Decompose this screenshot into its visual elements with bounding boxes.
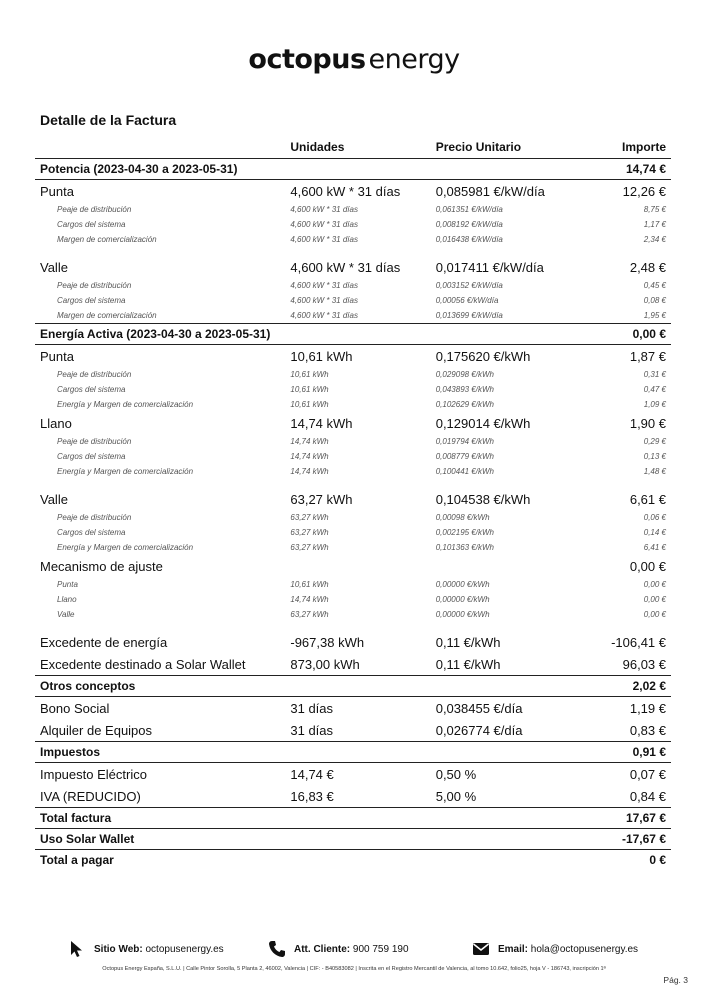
sub-item-row — [35, 434, 671, 449]
unit-price-cell — [431, 808, 606, 829]
units-cell — [285, 829, 430, 850]
sub-item-row — [35, 382, 671, 397]
line-item-row — [35, 763, 671, 786]
header-units: Unidades — [290, 140, 345, 154]
sub-item-row — [35, 397, 671, 412]
units-cell: 10,61 kWh — [290, 400, 329, 409]
units-cell — [285, 808, 430, 829]
concept-cell: Uso Solar Wallet — [35, 829, 285, 850]
amount-cell: 0,00 € — [629, 558, 666, 574]
sub-item-row — [35, 607, 671, 622]
line-item-row — [35, 785, 671, 808]
concept-cell: Energía Activa (2023-04-30 a 2023-05-31) — [35, 324, 285, 345]
concept-cell: Mecanismo de ajuste — [40, 558, 163, 574]
phone-icon — [268, 940, 286, 958]
amount-cell: 17,67 € — [606, 808, 671, 829]
units-cell — [285, 159, 430, 180]
email-value: hola@octopusenergy.es — [530, 943, 639, 955]
unit-price-cell — [431, 324, 606, 345]
logo-bold-text: octopus — [248, 44, 366, 75]
concept-cell: Peaje de distribución — [57, 437, 132, 446]
phone-value: 900 759 190 — [352, 943, 409, 955]
unit-price-cell: 0,002195 €/kWh — [435, 528, 494, 537]
invoice-detail-table — [35, 136, 671, 870]
unit-price-cell: 0,016438 €/kW/día — [435, 235, 503, 244]
concept-cell: Margen de comercialización — [57, 311, 157, 320]
amount-cell: 0,08 € — [643, 296, 666, 305]
concept-cell: Peaje de distribución — [57, 370, 132, 379]
concept-cell: Impuesto Eléctrico — [40, 766, 147, 782]
sub-item-row — [35, 510, 671, 525]
line-item-row — [35, 555, 671, 577]
unit-price-cell: 0,175620 €/kWh — [435, 348, 531, 364]
sub-item-row — [35, 278, 671, 293]
amount-cell: 0,91 € — [606, 742, 671, 763]
concept-cell: Punta — [57, 580, 78, 589]
amount-cell: 0,31 € — [643, 370, 666, 379]
header-amount: Importe — [621, 140, 666, 154]
section-row — [35, 159, 671, 180]
amount-cell: 0,29 € — [643, 437, 666, 446]
cursor-icon — [68, 940, 86, 958]
unit-price-cell: 0,129014 €/kWh — [435, 415, 531, 431]
unit-price-cell: 0,013699 €/kW/día — [435, 311, 503, 320]
line-item-row — [35, 345, 671, 368]
amount-cell: 0,84 € — [629, 788, 666, 804]
amount-cell: 6,41 € — [643, 543, 666, 552]
unit-price-cell — [431, 555, 606, 577]
header-concept — [35, 136, 285, 159]
concept-cell: Excedente de energía — [40, 634, 168, 650]
amount-cell: 0,83 € — [629, 722, 666, 738]
legal-notice: Octopus Energy España, S.L.U. | Calle Pintor Sorolla, 5 Planta 2, 46002, Valencia | CIF: - B40583082 | Inscrita en el Registro Mercantil de Valencia, al tomo 10.642, folio25, hoja V - 186743, inscripción 1ª — [102, 966, 606, 972]
phone-label: Att. Cliente: — [294, 943, 351, 955]
concept-cell: Margen de comercialización — [57, 235, 157, 244]
units-cell: 4,600 kW * 31 días — [290, 296, 358, 305]
units-cell: 4,600 kW * 31 días — [290, 281, 358, 290]
line-item-row — [35, 412, 671, 434]
amount-cell: 1,95 € — [643, 311, 666, 320]
units-cell: 4,600 kW * 31 días — [290, 259, 401, 275]
unit-price-cell: 0,00098 €/kWh — [435, 513, 490, 522]
amount-cell: 2,48 € — [629, 259, 666, 275]
unit-price-cell: 0,008192 €/kW/día — [435, 220, 503, 229]
amount-cell: 1,19 € — [629, 700, 666, 716]
section-row — [35, 742, 671, 763]
unit-price-cell: 0,00000 €/kWh — [435, 610, 490, 619]
units-cell: 4,600 kW * 31 días — [290, 311, 358, 320]
units-cell: 63,27 kWh — [290, 513, 329, 522]
sub-item-row — [35, 592, 671, 607]
concept-cell: Potencia (2023-04-30 a 2023-05-31) — [35, 159, 285, 180]
amount-cell: 0,00 € — [643, 580, 666, 589]
sub-item-row — [35, 293, 671, 308]
sub-item-row — [35, 217, 671, 232]
concept-cell: Peaje de distribución — [57, 281, 132, 290]
amount-cell: 1,87 € — [629, 348, 666, 364]
amount-cell: 0,07 € — [629, 766, 666, 782]
amount-cell: -106,41 € — [611, 634, 666, 650]
units-cell: 14,74 € — [290, 766, 334, 782]
units-cell: 4,600 kW * 31 días — [290, 205, 358, 214]
concept-cell: Excedente destinado a Solar Wallet — [40, 656, 246, 672]
amount-cell: 14,74 € — [606, 159, 671, 180]
sub-item-row — [35, 540, 671, 555]
amount-cell: 0,47 € — [643, 385, 666, 394]
unit-price-cell — [431, 159, 606, 180]
amount-cell: 1,90 € — [629, 415, 666, 431]
unit-price-cell — [431, 676, 606, 697]
sub-item-row — [35, 577, 671, 592]
line-item-row — [35, 653, 671, 676]
concept-cell: Total a pagar — [35, 850, 285, 871]
unit-price-cell: 0,043893 €/kWh — [435, 385, 494, 394]
concept-cell: Otros conceptos — [35, 676, 285, 697]
unit-price-cell: 0,026774 €/día — [435, 722, 523, 738]
unit-price-cell: 0,085981 €/kW/día — [435, 183, 545, 199]
sub-item-row — [35, 464, 671, 479]
concept-cell: Cargos del sistema — [57, 296, 126, 305]
line-item-row — [35, 180, 671, 203]
concept-cell: Cargos del sistema — [57, 385, 126, 394]
unit-price-cell: 0,50 % — [435, 766, 477, 782]
total-row — [35, 808, 671, 829]
units-cell: 10,61 kWh — [290, 580, 329, 589]
units-cell — [285, 742, 430, 763]
unit-price-cell: 0,102629 €/kWh — [435, 400, 494, 409]
concept-cell: Peaje de distribución — [57, 205, 132, 214]
sub-item-row — [35, 367, 671, 382]
concept-cell: Peaje de distribución — [57, 513, 132, 522]
concept-cell: Bono Social — [40, 700, 110, 716]
units-cell: 4,600 kW * 31 días — [290, 220, 358, 229]
concept-cell: Alquiler de Equipos — [40, 722, 153, 738]
units-cell: 31 días — [290, 722, 334, 738]
units-cell: 10,61 kWh — [290, 370, 329, 379]
page-title: Detalle de la Factura — [40, 112, 177, 128]
concept-cell: Energía y Margen de comercialización — [57, 400, 194, 409]
units-cell: 4,600 kW * 31 días — [290, 183, 401, 199]
amount-cell: 0 € — [606, 850, 671, 871]
units-cell: 10,61 kWh — [290, 385, 329, 394]
line-item-row — [35, 256, 671, 278]
spacer-cell — [35, 622, 671, 631]
amount-cell: 0,00 € — [643, 610, 666, 619]
units-cell: 63,27 kWh — [290, 610, 329, 619]
units-cell: 14,74 kWh — [290, 595, 329, 604]
unit-price-cell — [431, 829, 606, 850]
units-cell: 10,61 kWh — [290, 348, 353, 364]
sub-item-row — [35, 232, 671, 247]
website-value: octopusenergy.es — [145, 943, 224, 955]
unit-price-cell: 0,003152 €/kW/día — [435, 281, 503, 290]
concept-cell: Energía y Margen de comercialización — [57, 543, 194, 552]
concept-cell: Punta — [40, 348, 74, 364]
line-item-row — [35, 719, 671, 742]
unit-price-cell: 0,019794 €/kWh — [435, 437, 494, 446]
amount-cell: 0,06 € — [643, 513, 666, 522]
section-row — [35, 676, 671, 697]
concept-cell: Punta — [40, 183, 74, 199]
concept-cell: Cargos del sistema — [57, 528, 126, 537]
units-cell — [285, 676, 430, 697]
concept-cell: Valle — [40, 259, 68, 275]
unit-price-cell: 0,11 €/kWh — [435, 634, 501, 650]
amount-cell: 2,02 € — [606, 676, 671, 697]
concept-cell: Llano — [40, 415, 72, 431]
unit-price-cell — [431, 742, 606, 763]
amount-cell: 0,14 € — [643, 528, 666, 537]
footer-email[interactable] — [472, 937, 638, 961]
spacer-cell — [35, 247, 671, 256]
sub-item-row — [35, 449, 671, 464]
sub-item-row — [35, 525, 671, 540]
unit-price-cell: 0,101363 €/kWh — [435, 543, 494, 552]
email-label: Email: — [498, 943, 529, 955]
units-cell: 16,83 € — [290, 788, 334, 804]
sub-item-row — [35, 308, 671, 324]
logo-light-text: energy — [368, 44, 460, 75]
units-cell: 14,74 kWh — [290, 467, 329, 476]
units-cell: 4,600 kW * 31 días — [290, 235, 358, 244]
amount-cell: 2,34 € — [643, 235, 666, 244]
spacer-row — [35, 479, 671, 488]
unit-price-cell: 0,104538 €/kWh — [435, 491, 531, 507]
concept-cell: Total factura — [35, 808, 285, 829]
units-cell: -967,38 kWh — [290, 634, 365, 650]
footer-phone[interactable] — [268, 937, 409, 961]
octopus-energy-logo — [0, 44, 708, 75]
units-cell — [285, 555, 430, 577]
concept-cell: IVA (REDUCIDO) — [40, 788, 141, 804]
concept-cell: Valle — [57, 610, 75, 619]
amount-cell: 8,75 € — [643, 205, 666, 214]
amount-cell: 0,13 € — [643, 452, 666, 461]
website-label: Sitio Web: — [94, 943, 143, 955]
units-cell — [285, 324, 430, 345]
spacer-row — [35, 247, 671, 256]
units-cell: 14,74 kWh — [290, 452, 329, 461]
amount-cell: 12,26 € — [622, 183, 666, 199]
concept-cell: Cargos del sistema — [57, 452, 126, 461]
amount-cell: 1,09 € — [643, 400, 666, 409]
amount-cell: -17,67 € — [606, 829, 671, 850]
amount-cell: 0,45 € — [643, 281, 666, 290]
spacer-cell — [35, 479, 671, 488]
unit-price-cell — [431, 850, 606, 871]
amount-cell: 0,00 € — [606, 324, 671, 345]
unit-price-cell: 0,029098 €/kWh — [435, 370, 494, 379]
header-unit-price: Precio Unitario — [435, 140, 522, 154]
total-row — [35, 850, 671, 871]
envelope-icon — [472, 940, 490, 958]
section-row — [35, 324, 671, 345]
page-number: Pág. 3 — [663, 975, 688, 985]
units-cell: 63,27 kWh — [290, 491, 353, 507]
footer-website[interactable] — [68, 937, 224, 961]
unit-price-cell: 0,100441 €/kWh — [435, 467, 494, 476]
unit-price-cell: 0,038455 €/día — [435, 700, 523, 716]
line-item-row — [35, 488, 671, 510]
amount-cell: 96,03 € — [622, 656, 666, 672]
spacer-row — [35, 622, 671, 631]
unit-price-cell: 0,00000 €/kWh — [435, 580, 490, 589]
sub-item-row — [35, 202, 671, 217]
unit-price-cell: 0,00056 €/kW/día — [435, 296, 499, 305]
unit-price-cell: 0,061351 €/kW/día — [435, 205, 503, 214]
table-header-row — [35, 136, 671, 159]
amount-cell: 1,48 € — [643, 467, 666, 476]
amount-cell: 1,17 € — [643, 220, 666, 229]
concept-cell: Cargos del sistema — [57, 220, 126, 229]
units-cell: 873,00 kWh — [290, 656, 360, 672]
amount-cell: 6,61 € — [629, 491, 666, 507]
unit-price-cell: 0,017411 €/kW/día — [435, 259, 544, 275]
concept-cell: Llano — [57, 595, 77, 604]
line-item-row — [35, 631, 671, 653]
concept-cell: Impuestos — [35, 742, 285, 763]
total-row — [35, 829, 671, 850]
units-cell: 63,27 kWh — [290, 543, 329, 552]
footer-contact-bar — [0, 937, 708, 961]
line-item-row — [35, 697, 671, 720]
units-cell: 14,74 kWh — [290, 437, 329, 446]
unit-price-cell: 0,00000 €/kWh — [435, 595, 490, 604]
unit-price-cell: 5,00 % — [435, 788, 477, 804]
units-cell: 14,74 kWh — [290, 415, 353, 431]
units-cell — [285, 850, 430, 871]
units-cell: 31 días — [290, 700, 334, 716]
amount-cell: 0,00 € — [643, 595, 666, 604]
concept-cell: Energía y Margen de comercialización — [57, 467, 194, 476]
unit-price-cell: 0,11 €/kWh — [435, 656, 501, 672]
unit-price-cell: 0,008779 €/kWh — [435, 452, 494, 461]
units-cell: 63,27 kWh — [290, 528, 329, 537]
concept-cell: Valle — [40, 491, 68, 507]
